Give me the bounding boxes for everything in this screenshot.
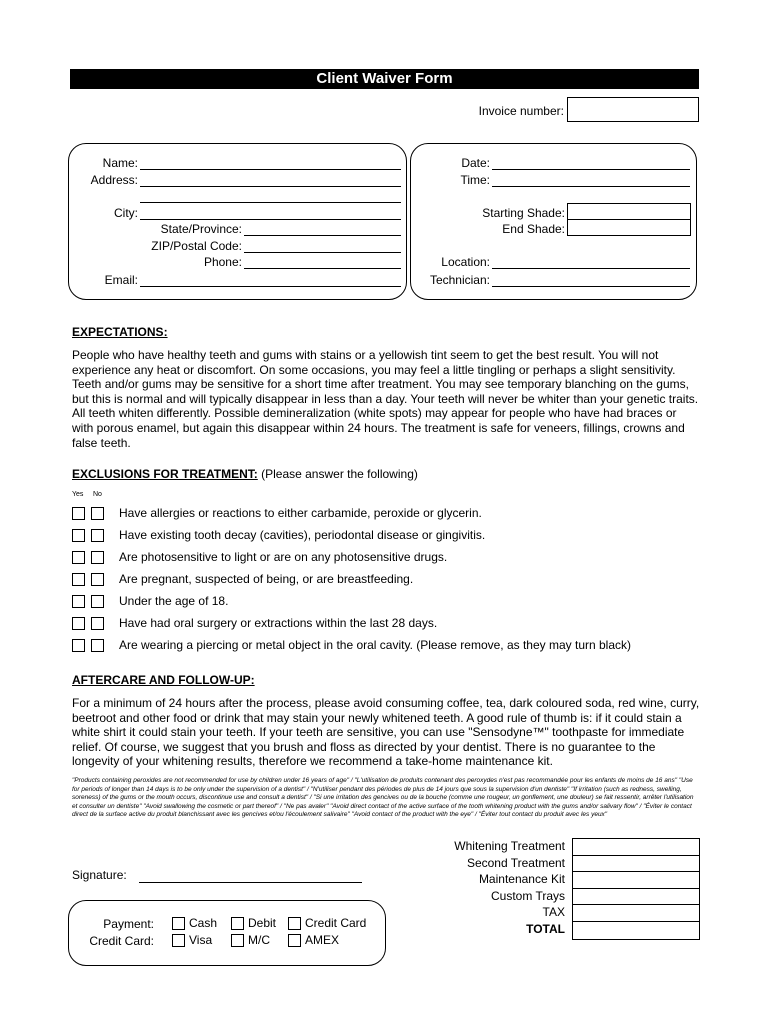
- maintenance-kit-amount[interactable]: [573, 872, 699, 889]
- location-field[interactable]: [492, 268, 690, 269]
- credit-card-label: Credit Card:: [89, 934, 154, 948]
- exclusion-yes-checkbox[interactable]: [72, 595, 85, 608]
- exclusion-no-checkbox[interactable]: [91, 639, 104, 652]
- city-label: City:: [114, 206, 138, 220]
- end-shade-label: End Shade:: [502, 222, 565, 236]
- exclusion-no-checkbox[interactable]: [91, 573, 104, 586]
- exclusion-no-checkbox[interactable]: [91, 507, 104, 520]
- totals-table: [572, 838, 700, 940]
- invoice-number-field[interactable]: [567, 97, 699, 122]
- form-title: Client Waiver Form: [70, 69, 699, 89]
- credit-card-option-label: Credit Card: [305, 916, 367, 930]
- email-label: Email:: [104, 273, 138, 287]
- exclusion-row: [72, 505, 482, 521]
- name-label: Name:: [102, 156, 138, 170]
- mc-label: M/C: [248, 933, 270, 947]
- exclusion-yes-checkbox[interactable]: [72, 639, 85, 652]
- city-field[interactable]: [140, 219, 401, 220]
- custom-trays-label: Custom Trays: [490, 888, 565, 903]
- card-option-visa[interactable]: [172, 933, 212, 947]
- visa-checkbox[interactable]: [172, 934, 185, 947]
- debit-checkbox[interactable]: [231, 917, 244, 930]
- exclusions-heading-row: [72, 467, 418, 481]
- invoice-label: Invoice number:: [478, 104, 564, 118]
- credit-card-checkbox[interactable]: [288, 917, 301, 930]
- exclusion-row: [72, 549, 447, 565]
- card-option-amex[interactable]: [288, 933, 339, 947]
- payment-label: Payment:: [103, 917, 154, 931]
- exclusion-yes-checkbox[interactable]: [72, 529, 85, 542]
- maintenance-kit-label: Maintenance Kit: [478, 872, 565, 886]
- date-label: Date:: [461, 156, 490, 170]
- exclusion-yes-checkbox[interactable]: [72, 573, 85, 586]
- exclusion-no-checkbox[interactable]: [91, 551, 104, 564]
- exclusion-row: [72, 615, 437, 631]
- warnings-fine-print: "Products containing peroxides are not recommended for use by children under 16 years of age" / "L'utilisation de produits contenant des peroxydes n'est pas recommandée pour les enfants de moins de 16 ans" "Use for periods of longer than 14 days is to be only under the supervision of a dentist" / "N'utiliser pendant des périodes de plus de 14 jours que sous la supervision d'un dentiste" "If irritation (such as redness, swelling, soreness) of the gums or the mouth occurs, discontinue use and consult a dentist" / "Si une irritation des gencives ou de la bouche (comme une rougeur, un gonflement, une douleur) se fait ressentir, arrêter l'utilisation et consulter un dentiste" "Avoid swallowing the cosmetic or part thereof" / "Ne pas avaler" "Avoid direct contact of the active surface of the tooth whitening product with the gums and/or salivary flow" / "Éviter le contact direct de la surface active du produit blanchissant avec les gencives et/ou l'écoulement salivaire" "Avoid contact of the product with the eye" / "Éviter tout contact du produit avec les yeux": [72, 777, 694, 818]
- total-label: TOTAL: [526, 921, 565, 936]
- cash-checkbox[interactable]: [172, 917, 185, 930]
- amex-checkbox[interactable]: [288, 934, 301, 947]
- expectations-text: People who have healthy teeth and gums with stains or a yellowish tint seem to get the best result. You will not experience any heat or discomfort. On some occasions, you may feel a little tingling or perhaps a slight sensitivity. Teeth and/or gums may be sensitive for a short time after treatment. You may see temporary blanching on the gums, but this is normal and will typically disappear in less than a day. Your teeth will never be whiter than your genetic traits. All teeth whiten differently. Possible demineralization (white spots) may appear for people who have had braces or with porous enamel, but again this disappear within 24 hours. The treatment is safe for veneers, fillings, crowns and false teeth.: [72, 348, 699, 450]
- phone-field[interactable]: [244, 268, 401, 269]
- yes-label: Yes: [72, 491, 84, 498]
- payment-option-debit[interactable]: [231, 916, 276, 930]
- amex-label: AMEX: [305, 933, 340, 947]
- debit-label: Debit: [248, 916, 277, 930]
- cash-label: Cash: [189, 916, 218, 930]
- tax-label: TAX: [542, 905, 565, 919]
- tax-amount[interactable]: [573, 905, 699, 922]
- totals-labels: [420, 838, 565, 937]
- aftercare-heading: AFTERCARE AND FOLLOW-UP:: [72, 673, 255, 687]
- visa-label: Visa: [189, 933, 213, 947]
- whitening-treatment-amount[interactable]: [573, 839, 699, 856]
- exclusion-yes-checkbox[interactable]: [72, 617, 85, 630]
- payment-option-credit-card[interactable]: [288, 916, 366, 930]
- starting-shade-label: Starting Shade:: [482, 206, 565, 220]
- exclusion-no-checkbox[interactable]: [91, 529, 104, 542]
- exclusion-row: [72, 571, 413, 587]
- payment-option-cash[interactable]: [172, 916, 217, 930]
- exclusion-no-checkbox[interactable]: [91, 595, 104, 608]
- aftercare-text: For a minimum of 24 hours after the process, please avoid consuming coffee, tea, dark coloured soda, red wine, curry, beetroot and other food or drink that may stain your newly whitened teeth. A good rule of thumb is: if it could stain a white shirt it could stain your teeth. If your teeth are sensitive, you can use "Sensodyne™" toothpaste for immediate relief. Of course, we suggest that you brush and floss as directed by your dentist. There is no guarantee to the longevity of your whitening results, therefore we recommend a take-home maintenance kit.: [72, 696, 700, 769]
- state-label: State/Province:: [160, 222, 242, 236]
- technician-label: Technician:: [429, 273, 490, 287]
- address-field-line-2[interactable]: [140, 202, 401, 203]
- zip-label: ZIP/Postal Code:: [151, 239, 242, 253]
- exclusion-text: Under the age of 18.: [119, 594, 229, 608]
- custom-trays-amount[interactable]: [573, 889, 699, 906]
- time-field[interactable]: [492, 186, 690, 187]
- state-field[interactable]: [244, 235, 401, 236]
- exclusion-no-checkbox[interactable]: [91, 617, 104, 630]
- name-field[interactable]: [140, 169, 401, 170]
- second-treatment-label: Second Treatment: [466, 855, 565, 870]
- exclusion-text: Have allergies or reactions to either carbamide, peroxide or glycerin.: [119, 506, 482, 520]
- address-field[interactable]: [140, 186, 401, 187]
- location-label: Location:: [441, 255, 490, 269]
- exclusions-note: (Please answer the following): [257, 467, 418, 481]
- exclusion-text: Have had oral surgery or extractions within the last 28 days.: [119, 616, 438, 630]
- address-label: Address:: [90, 173, 138, 187]
- phone-label: Phone:: [203, 255, 242, 269]
- starting-shade-field[interactable]: [567, 203, 691, 220]
- signature-label: Signature:: [72, 868, 127, 882]
- exclusion-yes-checkbox[interactable]: [72, 507, 85, 520]
- exclusion-row: [72, 593, 228, 609]
- time-label: Time:: [460, 173, 490, 187]
- expectations-heading: EXPECTATIONS:: [72, 325, 168, 339]
- exclusion-row: [72, 637, 631, 653]
- date-field[interactable]: [492, 169, 690, 170]
- exclusions-heading: EXCLUSIONS FOR TREATMENT:: [72, 467, 258, 481]
- total-amount[interactable]: [573, 922, 699, 939]
- no-label: No: [93, 491, 102, 498]
- exclusion-text: Are pregnant, suspected of being, or are breastfeeding.: [119, 572, 414, 586]
- exclusion-text: Are wearing a piercing or metal object in the oral cavity. (Please remove, as they may turn black): [119, 638, 632, 652]
- whitening-treatment-label: Whitening Treatment: [454, 839, 565, 853]
- email-field[interactable]: [140, 286, 401, 287]
- exclusion-yes-checkbox[interactable]: [72, 551, 85, 564]
- signature-field[interactable]: [139, 882, 362, 883]
- card-option-mc[interactable]: [231, 933, 270, 947]
- technician-field[interactable]: [492, 286, 690, 287]
- zip-field[interactable]: [244, 252, 401, 253]
- mc-checkbox[interactable]: [231, 934, 244, 947]
- exclusion-text: Are photosensitive to light or are on any photosensitive drugs.: [119, 550, 448, 564]
- second-treatment-amount[interactable]: [573, 856, 699, 873]
- exclusion-row: [72, 527, 485, 543]
- exclusion-text: Have existing tooth decay (cavities), periodontal disease or gingivitis.: [119, 528, 486, 542]
- end-shade-field[interactable]: [567, 219, 691, 236]
